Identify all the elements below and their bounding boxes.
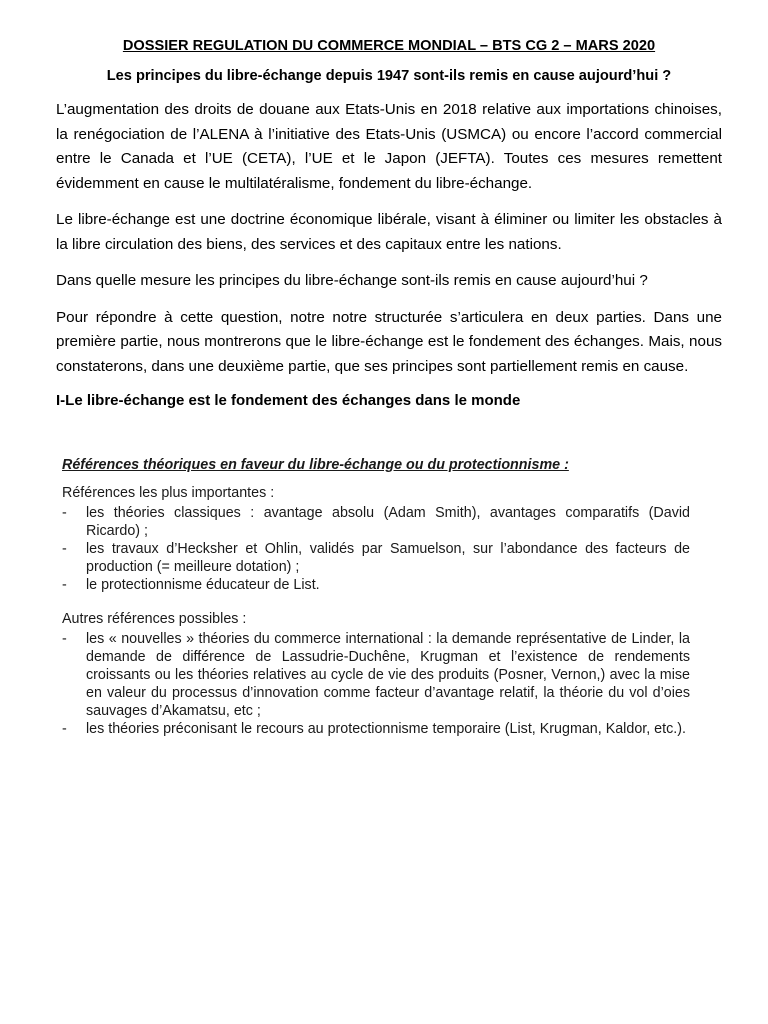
- paragraph-plan: Pour répondre à cette question, notre notre structurée s’articulera en deux parties. Dans une première partie, nous montrerons que le libre-échange est le fondement des échanges. Mais, nous constaterons, dans une deuxième partie, que ses principes sont partiellement remis en cause.: [56, 308, 722, 375]
- list-bullet: -: [62, 721, 67, 737]
- document-page: [56, 36, 722, 421]
- list-bullet: -: [62, 577, 67, 593]
- scanned-references-excerpt: [58, 456, 690, 754]
- list-item-text: les travaux d’Hecksher et Ohlin, validés par Samuelson, sur l’abondance des facteurs de production (= meilleure dotation) ;: [86, 541, 690, 575]
- references-title: Références théoriques en faveur du libre-échange ou du protectionnisme :: [62, 457, 569, 473]
- list-item: [58, 576, 690, 594]
- paragraph-definition: Le libre-échange est une doctrine économique libérale, visant à éliminer ou limiter les obstacles à la libre circulation des biens, des services et des capitaux entre les nations.: [56, 211, 722, 253]
- references-group-main-list: [58, 504, 690, 594]
- list-item-text: les théories classiques : avantage absolu (Adam Smith), avantages comparatifs (David Ricardo) ;: [86, 505, 690, 539]
- list-item-text: les « nouvelles » théories du commerce international : la demande représentative de Linder, la demande de différence de Lassudrie-Duchêne, Krugman et l’existence de rendements croissants ou les théories relatives au cycle de vie des produits (Posner, Vernon,) avec la mise en valeur du processus d’innovation comme facteur d’avantage relatif, la théorie du vol d’oies sauvages d’Akamatsu, etc ;: [86, 631, 690, 719]
- list-item: [58, 630, 690, 720]
- document-title: DOSSIER REGULATION DU COMMERCE MONDIAL – BTS CG 2 – MARS 2020: [122, 38, 656, 54]
- list-item: [58, 720, 690, 738]
- references-group-main-label: Références les plus importantes :: [62, 485, 275, 501]
- references-group-other-list: [58, 630, 690, 738]
- paragraph-problematic: Dans quelle mesure les principes du libre-échange sont-ils remis en cause aujourd’hui ?: [56, 272, 648, 289]
- document-question: Les principes du libre-échange depuis 1947 sont-ils remis en cause aujourd’hui ?: [106, 68, 672, 84]
- list-bullet: -: [62, 505, 67, 521]
- references-group-other-label: Autres références possibles :: [62, 611, 247, 627]
- list-item: [58, 540, 690, 576]
- list-bullet: -: [62, 631, 67, 647]
- section-heading: I-Le libre-échange est le fondement des échanges dans le monde: [56, 392, 521, 409]
- list-item-text: le protectionnisme éducateur de List.: [86, 577, 320, 593]
- list-item: [58, 504, 690, 540]
- paragraph-intro: L’augmentation des droits de douane aux Etats-Unis en 2018 relative aux importations chinoises, la renégociation de l’ALENA à l’initiative des Etats-Unis (USMCA) ou encore l’accord commercial entre le Canada et l’UE (CETA), l’UE et le Japon (JEFTA). Toutes ces mesures remettent évidemment en cause le multilatéralisme, fondement du libre-échange.: [56, 101, 722, 192]
- list-bullet: -: [62, 541, 67, 557]
- list-item-text: les théories préconisant le recours au protectionnisme temporaire (List, Krugman, Kaldor, etc.).: [86, 721, 686, 737]
